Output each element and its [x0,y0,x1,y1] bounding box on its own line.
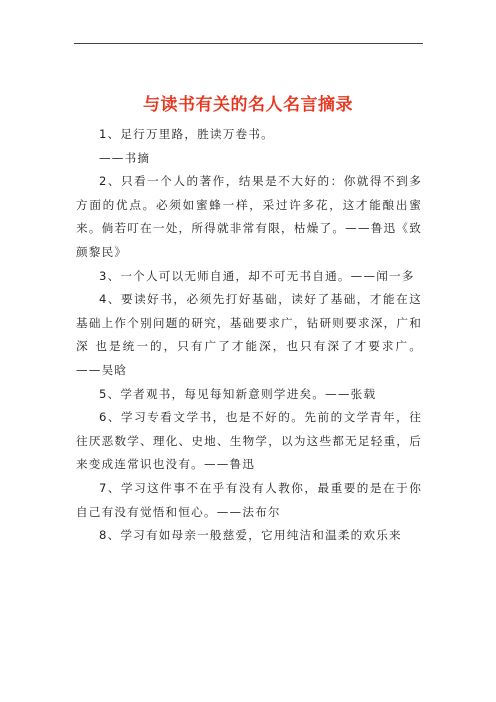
quote-paragraph-1: 1、足行万里路，胜读万卷书。 [99,127,274,141]
quote-source-1: ——书摘 [99,150,151,165]
quote-paragraph-6: 6、学习专看文学书，也是不好的。先前的文学青年，往往厌恶数学、理化、史地、生物学，以为这些都无足轻重，后来变成连常识也没有。——鲁迅 [76,410,422,472]
document-body [76,123,422,548]
quote-paragraph-3: 3、一个人可以无师自通，却不可无书自通。——闻一多 [99,268,415,283]
quote-paragraph-8: 8、学习有如母亲一般慈爱，它用纯洁和温柔的欢乐来 [99,528,402,543]
header-rule [74,43,423,44]
quote-paragraph-7: 7、学习这件事不在乎有没有人教你，最重要的是在于你自己有没有觉悟和恒心。——法布尔 [76,480,422,519]
quote-paragraph-5: 5、学者观书，每见每知新意则学进矣。——张载 [99,386,377,401]
document-title: 与读书有关的名人名言摘录 [143,95,353,115]
quote-paragraph-4: 4、要读好书，必须先打好基础，读好了基础，才能在这基础上作个别问题的研究，基础要求广，钻研则要求深，广和深 也是统一的，只有广了才能深，也只有深了才要求广。——吴晗 [76,292,422,377]
quote-paragraph-2: 2、只看一个人的著作，结果是不大好的：你就得不到多方面的优点。必须如蜜蜂一样，采过许多花，这才能酿出蜜来。倘若叮在一处，所得就非常有限，枯燥了。——鲁迅《致颜黎民》 [76,174,422,259]
